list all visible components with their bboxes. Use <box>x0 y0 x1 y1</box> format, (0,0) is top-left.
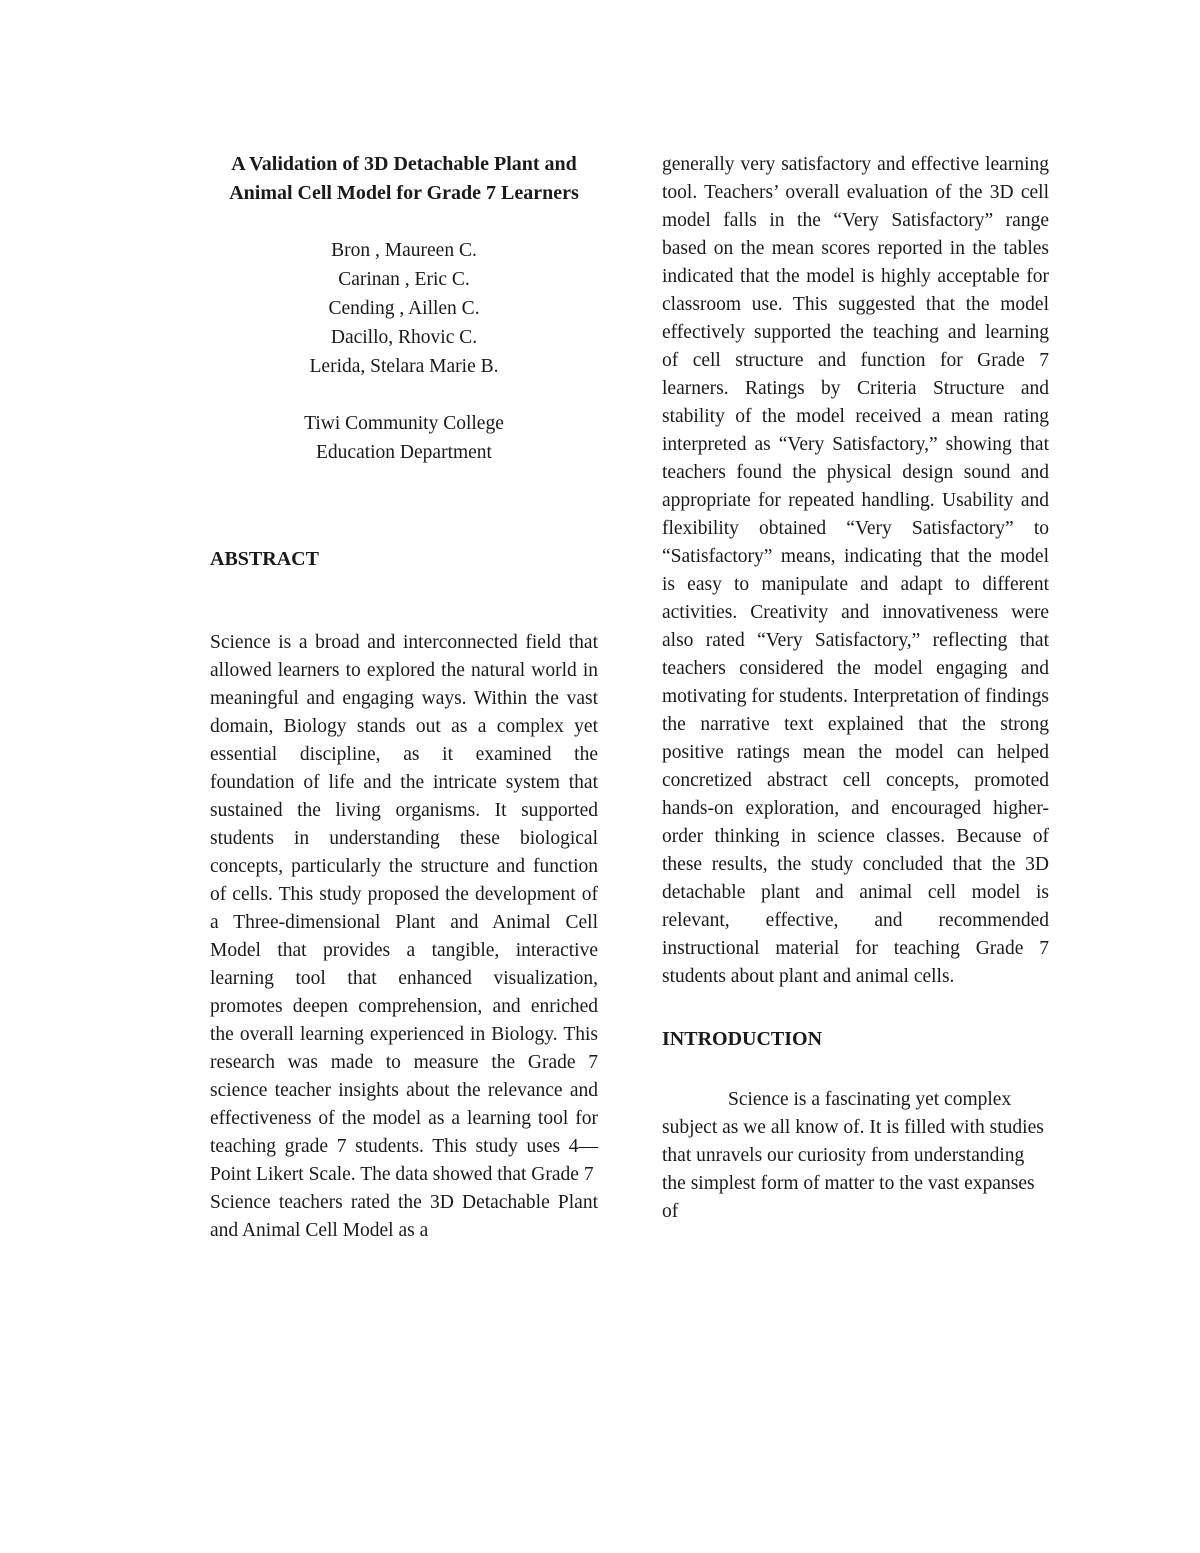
author-name: Carinan , Eric C. <box>338 269 470 290</box>
author-name: Bron , Maureen C. <box>331 240 477 261</box>
abstract-heading: ABSTRACT <box>210 548 319 570</box>
abstract-paragraph: Science is a broad and interconnected field that allowed learners to explored the natural world in meaningful and engaging ways. Within the vast domain, Biology stands out as a complex yet essential discipline, as it examined the foundation of life and the intricate system that sustained the living organisms. It supported students in understanding these biological concepts, particularly the structure and function of cells. This study proposed the development of a Three-dimensional Plant and Animal Cell Model that provides a tangible, interactive learning tool that enhanced visualization, promotes deepen comprehension, and enriched the overall learning experienced in Biology. This research was made to measure the Grade 7 science teacher insights about the relevance and effectiveness of the model as a learning tool for teaching grade 7 students. This study uses 4—Point Likert Scale. The data showed that Grade 7 <box>210 632 598 1185</box>
right-column <box>662 150 1049 1246</box>
introduction-paragraph: Science is a fascinating yet complex subject as we all know of. It is filled with studies that unravels our curiosity from understanding the simplest form of matter to the vast expanses of <box>662 1089 1044 1222</box>
department-name: Education Department <box>316 442 492 463</box>
paper-title: A Validation of 3D Detachable Plant and Animal Cell Model for Grade 7 Learners <box>229 153 579 204</box>
author-name: Cending , Aillen C. <box>328 298 480 319</box>
abstract-continuation: generally very satisfactory and effective learning tool. Teachers’ overall evaluation of the 3D cell model falls in the “Very Satisfactory” range based on the mean scores reported in the tables indicated that the model is highly acceptable for classroom use. This suggested that the model effectively supported the teaching and learning of cell structure and function for Grade 7 learners. Ratings by Criteria Structure and stability of the model received a mean rating interpreted as “Very Satisfactory,” showing that teachers found the physical design sound and appropriate for repeated handling. Usability and flexibility obtained “Very Satisfactory” to “Satisfactory” means, indicating that the model is easy to manipulate and adapt to different activities. Creativity and innovativeness were also rated “Very Satisfactory,” reflecting that teachers considered the model engaging and motivating for students. Interpretation of findings the narrative text explained that the strong positive ratings mean the model can helped concretized abstract cell concepts, promoted hands-on exploration, and encouraged higher-order thinking in science classes. Because of these results, the study concluded that the 3D detachable plant and animal cell model is relevant, effective, and recommended instructional material for teaching Grade 7 students about plant and animal cells. <box>662 154 1049 987</box>
abstract-paragraph: Science teachers rated the 3D Detachable Plant and Animal Cell Model as a <box>210 1192 598 1241</box>
author-name: Dacillo, Rhovic C. <box>330 327 478 348</box>
introduction-heading: INTRODUCTION <box>662 1028 823 1050</box>
institution-name: Tiwi Community College <box>304 413 504 434</box>
author-list <box>210 236 598 381</box>
affiliation <box>210 409 598 467</box>
abstract-body <box>210 629 598 1245</box>
left-column <box>210 150 598 1245</box>
author-name: Lerida, Stelara Marie B. <box>309 356 499 377</box>
